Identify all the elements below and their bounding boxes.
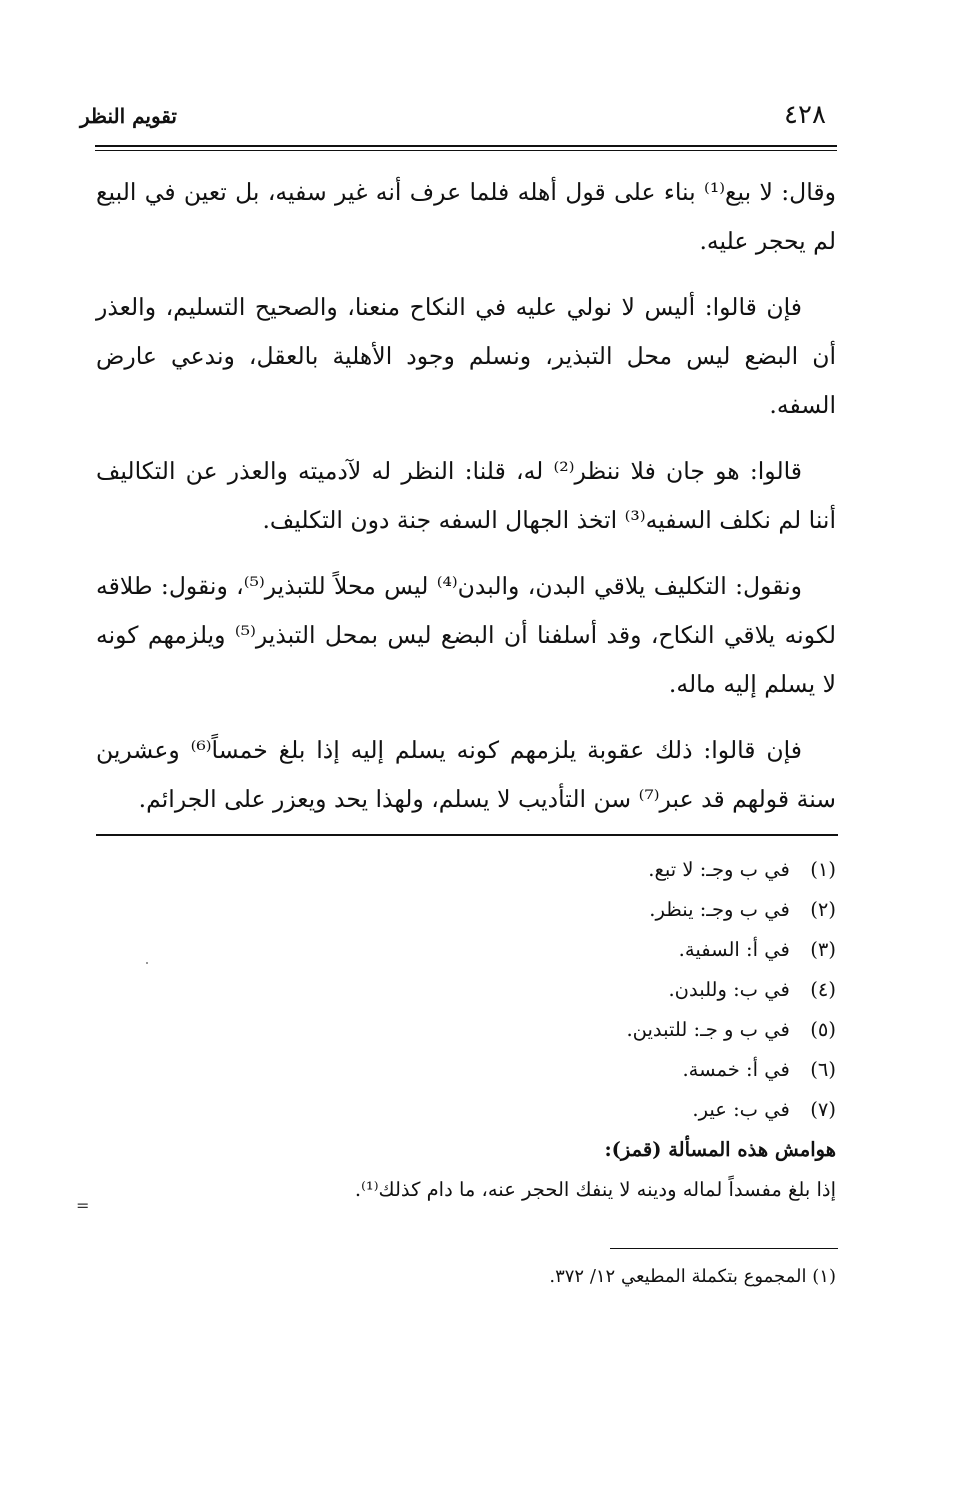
footnote-6 (96, 1050, 836, 1090)
footnote-text: في ب: وللبدن. (668, 978, 790, 1001)
bottom-footnote-text: المجموع بتكملة المطيعي ١٢/ ٣٧٢. (549, 1266, 807, 1287)
footnote-5 (96, 1010, 836, 1050)
footnote-2 (96, 890, 836, 930)
footnote-number: (٣) (810, 938, 836, 961)
footnote-number: (٧) (810, 1098, 836, 1121)
paragraph-5: فإن قالوا: ذلك عقوبة يلزمهم كونه يسلم إليه إذا بلغ خمساً⁽⁶⁾ وعشرين سنة قولهم قد عبر⁽⁷⁾ سن التأديب لا يسلم، ولهذا يحد ويعزر على الجرائم. (96, 736, 836, 813)
paragraph-2: فإن قالوا: أليس لا نولي عليه في النكاح منعنا، والصحيح التسليم، والعذر أن البضع ليس محل التبذير، ونسلم وجود الأهلية بالعقل، وندعي عارض السفه. (96, 293, 836, 419)
footnote-number: (٥) (810, 1018, 836, 1041)
margin-notes-heading: هوامش هذه المسألة (قمز): (604, 1138, 836, 1161)
footnote-separator (96, 834, 838, 836)
scan-speck (146, 962, 148, 964)
footnote-number: (٤) (810, 978, 836, 1001)
footnote-text: في أ: خمسة. (682, 1058, 790, 1081)
paragraph-1: وقال: لا بيع⁽¹⁾ بناء على قول أهله فلما عرف أنه غير سفيه، بل تعين في البيع لم يحجر عليه. (96, 178, 837, 255)
margin-notes-text: إذا بلغ مفسداً لماله ودينه لا ينفك الحجر عنه، ما دام كذلك⁽¹⁾. (354, 1178, 836, 1201)
paragraph-3: قالوا: هو جان فلا ننظر⁽²⁾ له، قلنا: النظر له لآدميته والعذر عن التكاليف أننا لم نكلف السفيه⁽³⁾ اتخذ الجهال السفه جنة دون التكليف. (96, 457, 836, 534)
bottom-footnote (96, 1260, 836, 1294)
footnote-number: (٦) (810, 1058, 836, 1081)
running-title: تقويم النظر (80, 104, 177, 128)
bottom-footnote-separator (610, 1248, 838, 1249)
main-text (96, 168, 836, 841)
footnote-7 (96, 1090, 836, 1130)
footnote-text: في ب و جـ: للتبدين. (626, 1018, 790, 1041)
header-rule-thin (95, 150, 837, 151)
footnote-number: (٢) (810, 898, 836, 921)
bottom-footnote-number: (١) (812, 1266, 836, 1287)
footnote-text: في ب: عير. (692, 1098, 790, 1121)
footnote-4 (96, 970, 836, 1010)
paragraph-4: ونقول: التكليف يلاقي البدن، والبدن⁽⁴⁾ ليس محلاً للتبذير⁽⁵⁾، ونقول: طلاقه لكونه يلاقي النكاح، وقد أسلفنا أن البضع ليس بمحل التبذير⁽⁵⁾ ويلزمهم كونه لا يسلم إليه ماله. (96, 572, 836, 698)
footnote-3 (96, 930, 836, 970)
footnote-text: في ب وجـ: لا تبع. (648, 858, 790, 881)
footnotes (96, 850, 836, 1210)
footnote-number: (١) (810, 858, 836, 881)
header-rule-thick (95, 145, 837, 147)
continuation-mark: = (76, 1196, 90, 1215)
footnote-text: في أ: السفية. (678, 938, 790, 961)
page-number: ٤٢٨ (784, 100, 826, 130)
footnote-1 (96, 850, 836, 890)
footnote-text: في ب وجـ: ينظر. (649, 898, 790, 921)
